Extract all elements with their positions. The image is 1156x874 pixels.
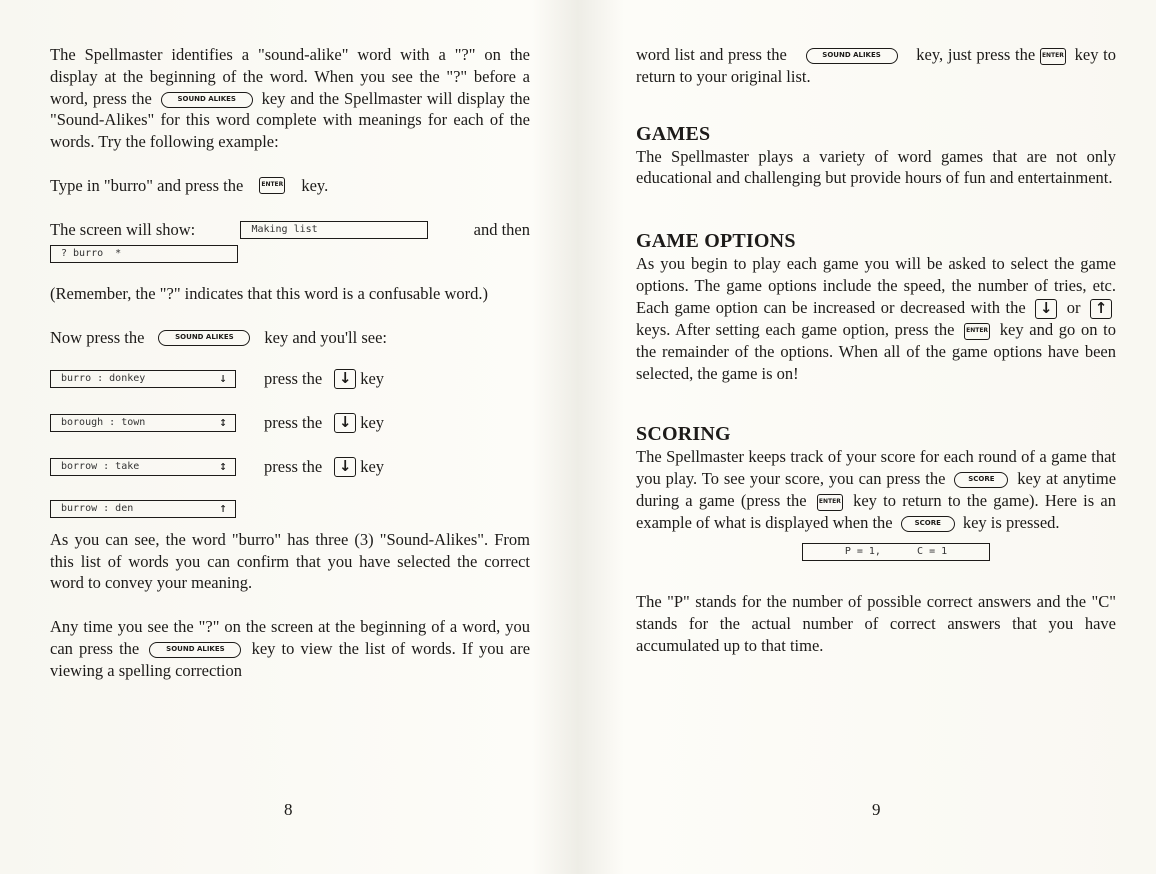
display-take: borrow : take ↕ <box>50 458 236 476</box>
score-key-icon: SCORE <box>901 516 955 532</box>
down-indicator-icon: ↓ <box>219 370 227 386</box>
updown-indicator-icon: ↕ <box>219 458 227 474</box>
enter-key-icon: ENTER <box>1040 48 1066 65</box>
return-paragraph: word list and press the SOUND ALIKES key, just press the ENTER key to return to your original list. <box>636 45 1116 86</box>
scoring-paragraph: The Spellmaster keeps track of your score for each round of a game that you play. To see your score, you can press the SCORE key at anytime during a game (press the ENTER key to return to the game). Here is an example of what is displayed when the SCORE key is pressed. <box>636 447 1117 532</box>
page-9 <box>636 44 1116 657</box>
display-row-den <box>50 489 530 529</box>
enter-key-icon: ENTER <box>817 494 843 511</box>
heading-games: GAMES <box>636 122 711 145</box>
heading-game-options: GAME OPTIONS <box>636 230 796 253</box>
display-row-donkey: burro : donkey ↓ press the ↓ key <box>50 357 530 401</box>
type-burro-line: Type in "burro" and press the ENTER key. <box>50 176 329 196</box>
down-arrow-key-icon: ↓ <box>334 369 356 389</box>
now-press-line: Now press the SOUND ALIKES key and you'll see: <box>50 327 387 347</box>
display-burro: ? burro * <box>50 245 238 263</box>
up-arrow-key-icon: ↑ <box>1090 299 1112 319</box>
sound-alikes-key-icon: SOUND ALIKES <box>806 48 898 64</box>
options-paragraph: As you begin to play each game you will be asked to select the game options. The game options include the speed, the number of tries, etc. Each game option can be increased or decreased with the ↓ or ↑ keys. After setting each game option, press the ENTER key and go on to the remainder of the options. When all of the game options have been selected, the game is on! <box>636 254 1117 383</box>
enter-key-icon: ENTER <box>259 177 285 194</box>
enter-key-icon: ENTER <box>964 323 990 340</box>
heading-scoring: SCORING <box>636 423 731 446</box>
display-row-take: borrow : take ↕ press the ↓ key <box>50 445 530 489</box>
intro-paragraph: The Spellmaster identifies a "sound-alike" word with a "?" on the display at the beginning of the word. When you see the "?" before a word, press the SOUND ALIKES key and the Spellmaster will display the "Sound-Alikes" for this word complete with meanings for each of the words. Try the following example: <box>50 45 530 152</box>
display-town: borough : town ↕ <box>50 414 236 432</box>
page-8 <box>50 44 530 682</box>
sound-alikes-key-icon: SOUND ALIKES <box>149 642 241 658</box>
display-making-list: Making list <box>240 221 428 239</box>
three-soundalikes-paragraph: As you can see, the word "burro" has three (3) "Sound-Alikes". From this list of words you can confirm that you have selected the correct word to convey your meaning. <box>50 529 530 593</box>
page-number-left: 8 <box>284 800 293 819</box>
anytime-paragraph: Any time you see the "?" on the screen at the beginning of a word, you can press the SOUND ALIKES key to view the list of words. If you are viewing a spelling correction <box>50 617 531 680</box>
display-score: P = 1, C = 1 <box>802 543 990 561</box>
score-key-icon: SCORE <box>954 472 1008 488</box>
display-donkey: burro : donkey ↓ <box>50 370 236 388</box>
remember-paragraph: (Remember, the "?" indicates that this word is a confusable word.) <box>50 283 489 303</box>
page-number-right: 9 <box>872 800 881 819</box>
sound-alikes-key-icon: SOUND ALIKES <box>161 92 253 108</box>
down-arrow-key-icon: ↓ <box>334 457 356 477</box>
down-arrow-key-icon: ↓ <box>1035 299 1057 319</box>
games-paragraph: The Spellmaster plays a variety of word games that are not only educational and challenging but provide hours of fun and entertainment. <box>636 146 1116 188</box>
sound-alikes-key-icon: SOUND ALIKES <box>158 330 250 346</box>
display-row-town: borough : town ↕ press the ↓ key <box>50 401 530 445</box>
screen-show-line: The screen will show: Making list and then <box>50 220 530 240</box>
updown-indicator-icon: ↕ <box>219 414 227 430</box>
up-indicator-icon: ↑ <box>219 500 227 516</box>
down-arrow-key-icon: ↓ <box>334 413 356 433</box>
p-c-paragraph: The "P" stands for the number of possible correct answers and the "C" stands for the actual number of correct answers that you have accumulated up to that time. <box>636 592 1116 655</box>
display-den: burrow : den ↑ <box>50 500 236 518</box>
